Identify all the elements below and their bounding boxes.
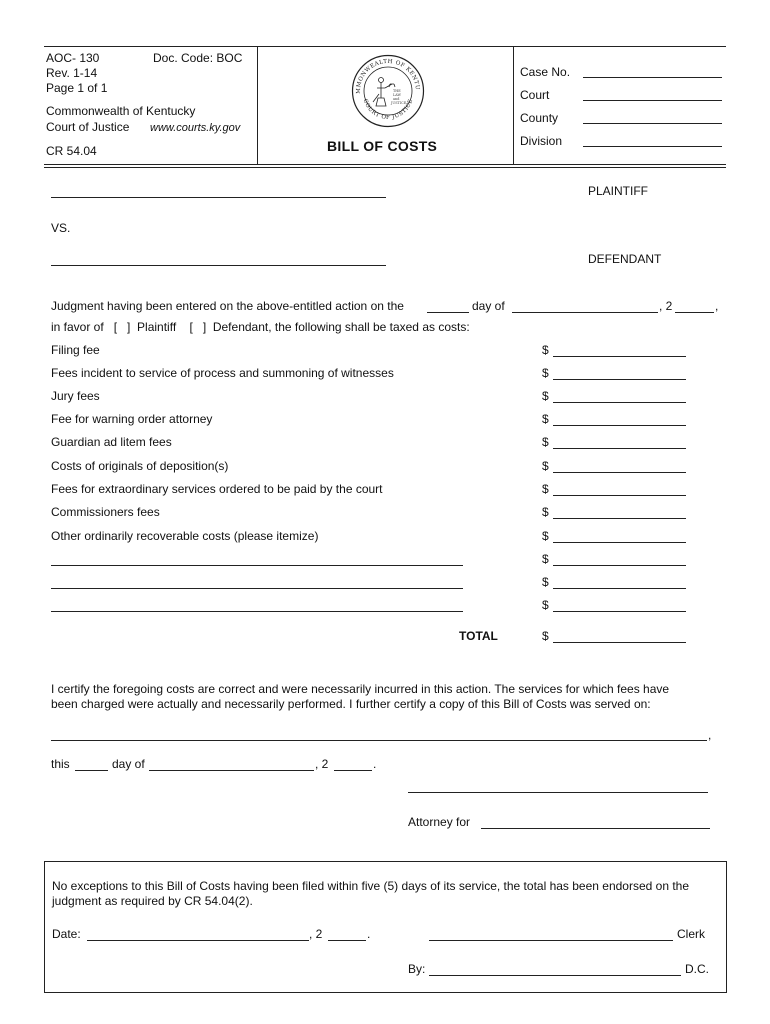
certification-text-1: I certify the foregoing costs are correct and were necessarily incurred in this action. The services for which fees have <box>51 682 670 696</box>
cost-amount-field[interactable] <box>553 379 686 380</box>
cost-amount-field[interactable] <box>553 356 686 357</box>
dollar-sign: $ <box>542 459 549 473</box>
cost-item-label: Fees for extraordinary services ordered to be paid by the court <box>51 482 383 496</box>
served-period: . <box>373 757 377 771</box>
cost-amount-field[interactable] <box>553 402 686 403</box>
by-label: By: <box>408 962 426 976</box>
clerk-label: Clerk <box>677 927 706 941</box>
judgment-comma: , <box>715 299 719 313</box>
header-divider-right <box>513 46 514 164</box>
header-bottom-rule-1 <box>44 164 726 165</box>
division-label: Division <box>520 134 563 148</box>
plaintiff-checkbox[interactable] <box>114 319 128 333</box>
this-label: this <box>51 757 70 771</box>
judgment-day-field[interactable] <box>427 312 469 313</box>
county-label: County <box>520 111 559 125</box>
svg-text:and: and <box>393 97 400 101</box>
svg-text:JUSTICE: JUSTICE <box>391 101 407 105</box>
clerk-year-prefix: , 2 <box>309 927 323 941</box>
judgment-text-1: Judgment having been entered on the above-entitled action on the <box>51 299 404 313</box>
seal-bottom-text: COURT OF JUSTICE <box>361 98 415 122</box>
svg-text:COURT OF JUSTICE <box>362 98 415 121</box>
total-label: TOTAL <box>459 629 498 643</box>
court-label: Court <box>520 88 550 102</box>
case-no-field[interactable] <box>583 77 722 78</box>
dollar-sign: $ <box>542 412 549 426</box>
itemize-description-field[interactable] <box>51 565 463 566</box>
cost-amount-field[interactable] <box>553 472 686 473</box>
dollar-sign: $ <box>542 435 549 449</box>
dollar-sign: $ <box>542 575 549 589</box>
served-year-field[interactable] <box>334 770 372 771</box>
dc-label: D.C. <box>685 962 709 976</box>
header-top-rule <box>44 46 726 47</box>
doc-code: Doc. Code: BOC <box>153 51 243 65</box>
svg-text:LAW: LAW <box>393 93 402 97</box>
form-number: AOC- 130 <box>46 51 100 65</box>
judgment-year-field[interactable] <box>675 312 714 313</box>
itemize-description-field[interactable] <box>51 588 463 589</box>
court-seal <box>351 54 425 128</box>
dollar-sign: $ <box>542 598 549 612</box>
clerk-date-field[interactable] <box>87 940 309 941</box>
seal-top-text: MMONWEALTH OF KENTU <box>355 58 421 94</box>
dollar-sign: $ <box>542 343 549 357</box>
cost-item-label: Costs of originals of deposition(s) <box>51 459 229 473</box>
total-amount-field[interactable] <box>553 642 686 643</box>
itemize-amount-field[interactable] <box>553 588 686 589</box>
header-divider-left <box>257 46 258 164</box>
clerk-signature-field[interactable] <box>429 940 673 941</box>
cost-item-label: Filing fee <box>51 343 100 357</box>
clerk-text-1: No exceptions to this Bill of Costs having been filed within five (5) days of its service, the total has been endorsed on the <box>52 879 690 893</box>
website-link[interactable]: www.courts.ky.gov <box>150 122 241 134</box>
dollar-sign: $ <box>542 482 549 496</box>
dollar-sign: $ <box>542 389 549 403</box>
clerk-period: . <box>367 927 371 941</box>
date-label: Date: <box>52 927 81 941</box>
judgment-month-field[interactable] <box>512 312 658 313</box>
cost-amount-field[interactable] <box>553 542 686 543</box>
revision: Rev. 1-14 <box>46 66 98 80</box>
cost-item-label: Fee for warning order attorney <box>51 412 213 426</box>
cost-amount-field[interactable] <box>553 495 686 496</box>
cost-item-label: Jury fees <box>51 389 100 403</box>
dollar-sign: $ <box>542 552 549 566</box>
document-title: BILL OF COSTS <box>327 138 438 154</box>
itemize-description-field[interactable] <box>51 611 463 612</box>
cost-amount-field[interactable] <box>553 425 686 426</box>
served-on-comma: , <box>708 728 712 742</box>
dollar-sign: $ <box>542 529 549 543</box>
header-bottom-rule-2 <box>44 167 726 168</box>
attorney-for-label: Attorney for <box>408 815 471 829</box>
court-field[interactable] <box>583 100 722 101</box>
cost-amount-field[interactable] <box>553 448 686 449</box>
vs-label: VS. <box>51 221 71 235</box>
dollar-sign: $ <box>542 366 549 380</box>
served-on-field[interactable] <box>51 740 707 741</box>
court-of-justice-label: Court of Justice <box>46 120 130 134</box>
certification-text-2: been charged were actually and necessarily performed. I further certify a copy of this Bill of Costs was served on: <box>51 697 651 711</box>
clerk-text-2: judgment as required by CR 54.04(2). <box>52 894 253 908</box>
cost-item-label: Guardian ad litem fees <box>51 435 172 449</box>
served-day-field[interactable] <box>75 770 108 771</box>
judgment-day-of: day of <box>472 299 505 313</box>
served-day-of: day of <box>112 757 145 771</box>
svg-text:THE: THE <box>393 89 401 93</box>
judgment-in-favor-of: in favor of [ ] Plaintiff [ ] Defendant, the following shall be taxed as costs: <box>51 320 470 334</box>
plaintiff-label: PLAINTIFF <box>588 184 649 198</box>
attorney-signature-field[interactable] <box>408 792 708 793</box>
plaintiff-name-field[interactable] <box>51 197 386 198</box>
cost-item-label: Fees incident to service of process and summoning of witnesses <box>51 366 394 380</box>
cost-item-label: Other ordinarily recoverable costs (please itemize) <box>51 529 319 543</box>
defendant-checkbox[interactable] <box>193 319 207 333</box>
served-year-prefix: , 2 <box>315 757 329 771</box>
itemize-amount-field[interactable] <box>553 611 686 612</box>
rule-reference: CR 54.04 <box>46 144 97 158</box>
dollar-sign: $ <box>542 629 549 643</box>
page-number: Page 1 of 1 <box>46 81 108 95</box>
itemize-amount-field[interactable] <box>553 565 686 566</box>
judgment-year-prefix: , 2 <box>659 299 673 313</box>
cost-item-label: Commissioners fees <box>51 505 160 519</box>
served-month-field[interactable] <box>149 770 314 771</box>
seal-icon <box>351 54 425 128</box>
commonwealth-label: Commonwealth of Kentucky <box>46 104 196 118</box>
case-no-label: Case No. <box>520 65 571 79</box>
dollar-sign: $ <box>542 505 549 519</box>
clerk-year-field[interactable] <box>328 940 366 941</box>
deputy-clerk-field[interactable] <box>429 975 681 976</box>
division-field[interactable] <box>583 146 722 147</box>
cost-amount-field[interactable] <box>553 518 686 519</box>
attorney-for-field[interactable] <box>481 828 710 829</box>
defendant-name-field[interactable] <box>51 265 386 266</box>
county-field[interactable] <box>583 123 722 124</box>
defendant-label: DEFENDANT <box>588 252 662 266</box>
